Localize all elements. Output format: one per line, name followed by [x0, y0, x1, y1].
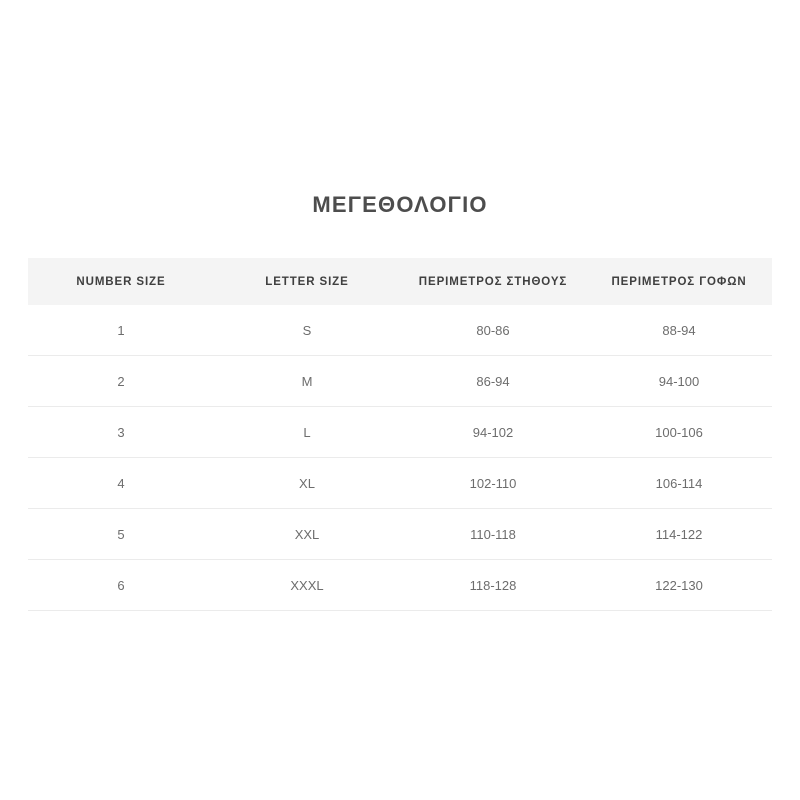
table-row: [28, 305, 772, 356]
cell-letter-size: L: [214, 407, 400, 458]
page-title: ΜΕΓΕΘΟΛΟΓΙΟ: [312, 192, 488, 217]
cell-letter-size: XL: [214, 458, 400, 509]
cell-chest: 118-128: [400, 560, 586, 611]
table-row: [28, 407, 772, 458]
cell-number-size: 5: [28, 509, 214, 560]
cell-hips: 94-100: [586, 356, 772, 407]
cell-letter-size: S: [214, 305, 400, 356]
cell-letter-size: XXL: [214, 509, 400, 560]
cell-hips: 88-94: [586, 305, 772, 356]
table-row: [28, 509, 772, 560]
column-header-chest: ΠΕΡΙΜΕΤΡΟΣ ΣΤΗΘΟΥΣ: [418, 275, 568, 288]
table-body: [28, 305, 772, 611]
cell-number-size: 2: [28, 356, 214, 407]
column-header-hips: ΠΕΡΙΜΕΤΡΟΣ ΓΟΦΩΝ: [611, 275, 747, 288]
cell-number-size: 1: [28, 305, 214, 356]
cell-number-size: 3: [28, 407, 214, 458]
cell-chest: 110-118: [400, 509, 586, 560]
column-header-letter-size: LETTER SIZE: [265, 275, 349, 288]
table-row: [28, 458, 772, 509]
cell-number-size: 4: [28, 458, 214, 509]
table-header-row: [28, 258, 772, 305]
cell-chest: 102-110: [400, 458, 586, 509]
table-row: [28, 356, 772, 407]
cell-letter-size: M: [214, 356, 400, 407]
table-header: [28, 258, 772, 305]
cell-hips: 114-122: [586, 509, 772, 560]
cell-hips: 100-106: [586, 407, 772, 458]
cell-chest: 80-86: [400, 305, 586, 356]
size-table-container: [28, 258, 772, 611]
table-row: [28, 560, 772, 611]
column-header-number-size: NUMBER SIZE: [76, 275, 166, 288]
cell-number-size: 6: [28, 560, 214, 611]
cell-chest: 86-94: [400, 356, 586, 407]
size-table: [28, 258, 772, 611]
cell-letter-size: XXXL: [214, 560, 400, 611]
cell-hips: 106-114: [586, 458, 772, 509]
cell-hips: 122-130: [586, 560, 772, 611]
cell-chest: 94-102: [400, 407, 586, 458]
